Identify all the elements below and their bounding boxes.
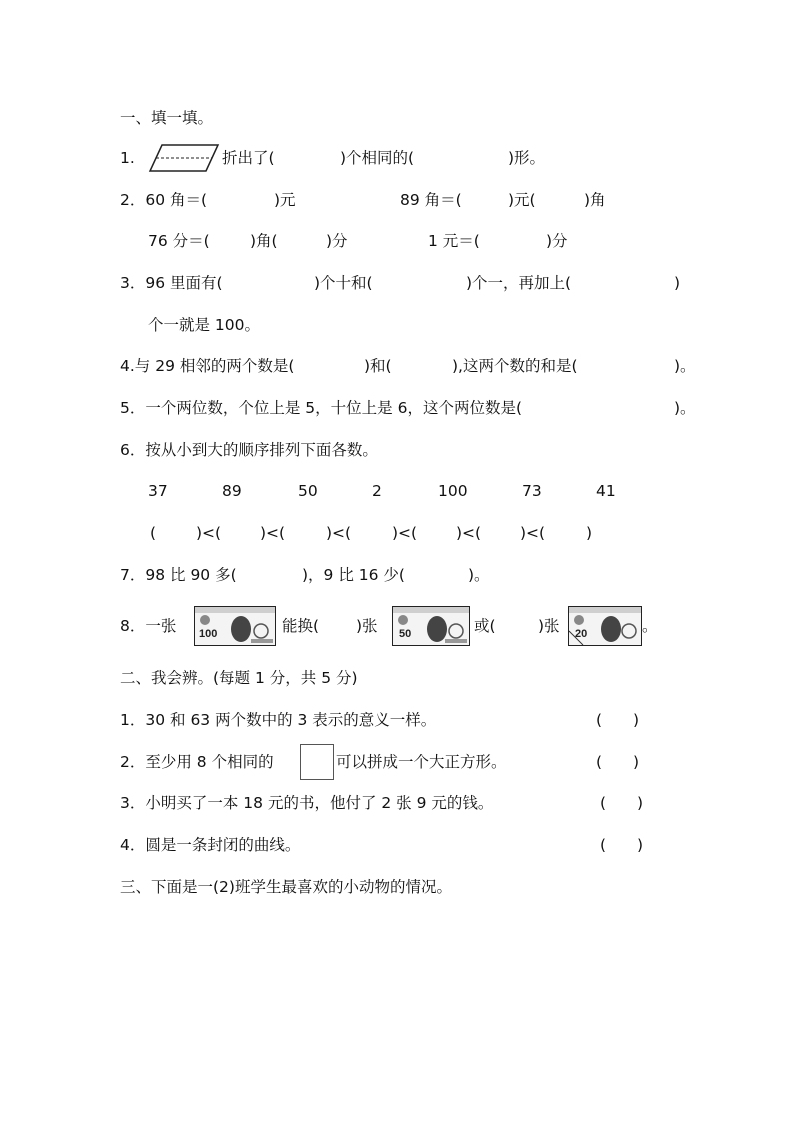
- banknote-20-icon: [568, 606, 642, 646]
- q3-e: 个一就是 100。: [148, 316, 261, 334]
- q6-number: 37: [148, 482, 168, 500]
- judge-mark-4[interactable]: ( ): [600, 836, 644, 854]
- section1-heading: 一、填一填。: [120, 109, 214, 127]
- q6-number: 2: [372, 482, 382, 500]
- q6-blank: )<(: [392, 524, 418, 542]
- q2-i: 1 元＝(: [428, 232, 480, 250]
- q1-text-2: )个相同的(: [340, 149, 415, 167]
- judge-item-4: 4．圆是一条封闭的曲线。: [120, 836, 301, 854]
- q4-a: 4.与 29 相邻的两个数是(: [120, 357, 295, 375]
- banknote-100-icon: [194, 606, 276, 646]
- q3-d: ): [674, 274, 681, 292]
- q2-a: 2．60 角＝(: [120, 191, 208, 209]
- judge-mark-3[interactable]: ( ): [600, 794, 644, 812]
- q2-e: )角: [584, 191, 606, 209]
- q6-number: 89: [222, 482, 242, 500]
- q6-blank: )<(: [520, 524, 546, 542]
- judge-mark-1[interactable]: ( ): [596, 711, 640, 729]
- q5-a: 5．一个两位数，个位上是 5，十位上是 6，这个两位数是(: [120, 399, 522, 417]
- judge-item-2: 2．至少用 8 个相同的: [120, 753, 274, 771]
- q2-f: 76 分＝(: [148, 232, 210, 250]
- q6-number: 73: [522, 482, 542, 500]
- section3-heading: 三、下面是一(2)班学生最喜欢的小动物的情况。: [120, 878, 452, 896]
- q4-c: ),这两个数的和是(: [452, 357, 578, 375]
- judge-item-3: 3．小明买了一本 18 元的书，他付了 2 张 9 元的钱。: [120, 794, 494, 812]
- bill-value: 50: [399, 628, 412, 640]
- q8-f: 。: [642, 617, 658, 635]
- q2-d: )元(: [508, 191, 536, 209]
- judge-item-1: 1．30 和 63 两个数中的 3 表示的意义一样。: [120, 711, 437, 729]
- q6-blank: (: [150, 524, 157, 542]
- q2-j: )分: [546, 232, 568, 250]
- q7-b: )，9 比 16 少(: [302, 566, 405, 584]
- q8-b: 能换(: [282, 617, 320, 635]
- q8-d: 或(: [474, 617, 496, 635]
- q1-text-3: )形。: [508, 149, 546, 167]
- q6-blank: )<(: [196, 524, 222, 542]
- q3-c: )个一，再加上(: [466, 274, 572, 292]
- q6-blank: )<(: [456, 524, 482, 542]
- bill-value: 20: [575, 628, 588, 640]
- q8-e: )张: [538, 617, 560, 635]
- q6-number: 100: [438, 482, 468, 500]
- q3-b: )个十和(: [314, 274, 373, 292]
- q6-blank: ): [586, 524, 593, 542]
- bill-value: 100: [199, 628, 218, 640]
- judge-item-2-cont: 可以拼成一个大正方形。: [336, 753, 507, 771]
- q6-number: 50: [298, 482, 318, 500]
- q1-number: 1.: [120, 149, 135, 167]
- q8-a: 8．一张: [120, 617, 177, 635]
- judge-mark-2[interactable]: ( ): [596, 753, 640, 771]
- q6-blank: )<(: [260, 524, 286, 542]
- q6-number: 41: [596, 482, 616, 500]
- parallelogram-icon: [148, 142, 220, 174]
- q3-a: 3．96 里面有(: [120, 274, 223, 292]
- q2-b: )元: [274, 191, 296, 209]
- square-icon: [300, 744, 334, 780]
- section2-heading: 二、我会辨。(每题 1 分，共 5 分): [120, 669, 358, 687]
- q2-h: )分: [326, 232, 348, 250]
- q1-text-1: 折出了(: [222, 149, 275, 167]
- q8-c: )张: [356, 617, 378, 635]
- banknote-50-icon: [392, 606, 470, 646]
- q5-b: )。: [674, 399, 696, 417]
- q6-blank: )<(: [326, 524, 352, 542]
- q2-c: 89 角＝(: [400, 191, 462, 209]
- q7-a: 7．98 比 90 多(: [120, 566, 237, 584]
- q6-text: 6．按从小到大的顺序排列下面各数。: [120, 441, 378, 459]
- q4-b: )和(: [364, 357, 392, 375]
- q2-g: )角(: [250, 232, 278, 250]
- q4-d: )。: [674, 357, 696, 375]
- q7-c: )。: [468, 566, 490, 584]
